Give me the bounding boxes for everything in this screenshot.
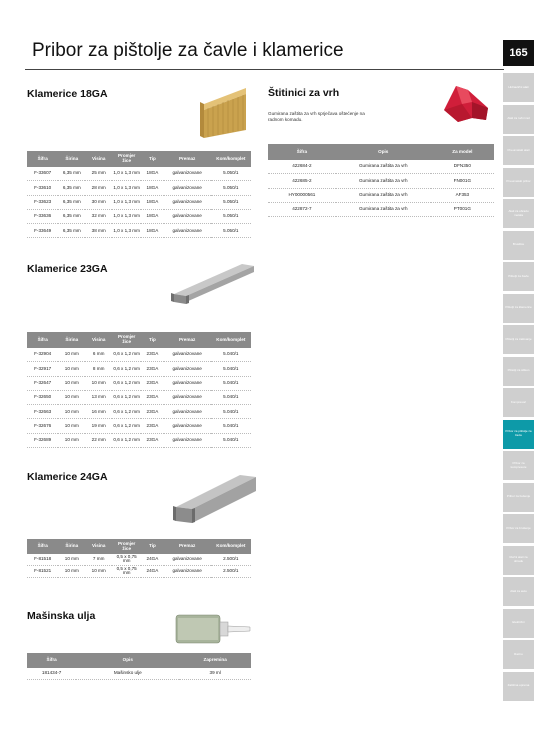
table-cell: Mašinsko ulje: [76, 668, 179, 679]
column-header: Promjer žice: [112, 151, 141, 167]
table-cell: FN001G: [431, 174, 494, 188]
table-cell: 10 mm: [58, 419, 85, 433]
oil-bottle-image: [174, 612, 254, 646]
column-header: Opis: [336, 144, 431, 160]
column-header: Promjer žice: [112, 332, 141, 348]
table-cell: 10 mm: [85, 565, 112, 577]
table-cell: F-32663: [27, 405, 58, 419]
table-cell: 5.050/1: [211, 167, 251, 181]
table-cell: galvanizovane: [164, 565, 211, 577]
table-row: [27, 167, 251, 181]
table-cell: 1,0 x 1,3 mm: [112, 224, 141, 238]
table-cell: 5.040/1: [211, 433, 251, 447]
table-row: [27, 390, 251, 404]
table-cell: galvanizovane: [164, 433, 211, 447]
table-cell: galvanizovane: [164, 390, 211, 404]
table-cell: 5.040/1: [211, 348, 251, 362]
table-cell: 19 mm: [85, 419, 112, 433]
table-cell: 0,6 x 1,2 mm: [112, 348, 141, 362]
table-cell: 23GA: [141, 419, 163, 433]
chapter-tab[interactable]: Pribor za kompresore: [503, 451, 534, 480]
table-cell: AF353: [431, 188, 494, 202]
staples-18ga-image: [196, 80, 254, 142]
chapter-tab[interactable]: Pištolji za zakivanje: [503, 325, 534, 354]
table-cell: 18GA: [141, 224, 163, 238]
table-cell: 422872-7: [268, 202, 336, 216]
column-header: Šifra: [27, 539, 58, 554]
chapter-tabs: [503, 73, 534, 703]
table-row: [27, 433, 251, 447]
column-header: Širina: [58, 332, 85, 348]
table-cell: galvanizovane: [164, 554, 211, 565]
table-row: [27, 362, 251, 376]
table-cell: F-33623: [27, 195, 58, 209]
chapter-tab[interactable]: Alati za obradu metala: [503, 199, 534, 228]
table-row: [268, 160, 494, 174]
page-title: Pribor za pištolje za čavle i klamerice: [32, 40, 344, 61]
table-cell: PT001G: [431, 202, 494, 216]
table-cell: 38 mm: [85, 224, 112, 238]
table-cell: Gumirana zaštita za vrh: [336, 202, 431, 216]
column-header: Promjer žice: [112, 539, 141, 554]
table-cell: 0,6 x 1,2 mm: [112, 362, 141, 376]
column-header: Zapremina: [179, 653, 251, 668]
table-cell: galvanizovane: [164, 224, 211, 238]
table-oil: [27, 653, 251, 680]
table-cell: 16 mm: [85, 405, 112, 419]
table-cell: galvanizovane: [164, 348, 211, 362]
chapter-tab[interactable]: Hidraulični alati: [503, 73, 534, 102]
table-cell: 23GA: [141, 348, 163, 362]
page-number: 165: [503, 40, 534, 66]
table-cell: 5.040/1: [211, 390, 251, 404]
table-row: [27, 195, 251, 209]
column-header: Za model: [431, 144, 494, 160]
table-cell: F-81518: [27, 554, 58, 565]
table-cell: 25 mm: [85, 167, 112, 181]
table-row: [27, 668, 251, 679]
table-cell: 6,35 mm: [58, 167, 85, 181]
table-cell: 10 mm: [58, 362, 85, 376]
column-header: Širina: [58, 151, 85, 167]
table-row: [268, 174, 494, 188]
table-cell: 23GA: [141, 405, 163, 419]
column-header: Kom/komplet: [211, 332, 251, 348]
table-cell: 22 mm: [85, 433, 112, 447]
table-cell: Gumirana zaštita za vrh: [336, 188, 431, 202]
table-cell: 6,35 mm: [58, 224, 85, 238]
table-cell: galvanizovane: [164, 195, 211, 209]
table-cell: 2.500/1: [211, 554, 251, 565]
column-header: Visina: [85, 332, 112, 348]
table-cell: 13 mm: [85, 390, 112, 404]
table-cell: F-33636: [27, 209, 58, 223]
table-cell: F-81521: [27, 565, 58, 577]
table-cell: 5.040/1: [211, 376, 251, 390]
section-title-shields: Štitinici za vrh: [268, 87, 340, 99]
chapter-tab[interactable]: Pištolji za silikon: [503, 357, 534, 386]
column-header: Šifra: [27, 332, 58, 348]
table-cell: F-32917: [27, 362, 58, 376]
table-cell: 1,0 x 1,3 mm: [112, 195, 141, 209]
table-cell: galvanizovane: [164, 376, 211, 390]
table-row: [27, 348, 251, 362]
column-header: Kom/komplet: [211, 539, 251, 554]
table-cell: F-32650: [27, 390, 58, 404]
table-cell: 7 mm: [85, 554, 112, 565]
table-23ga: [27, 332, 251, 448]
table-cell: 18GA: [141, 167, 163, 181]
table-cell: galvanizovane: [164, 362, 211, 376]
section-title-23ga: Klamerice 23GA: [27, 263, 108, 275]
section-title-oil: Mašinska ulja: [27, 610, 96, 622]
chapter-tab[interactable]: Pištolji za klamerice: [503, 294, 534, 323]
table-cell: 5.050/1: [211, 195, 251, 209]
chapter-tab[interactable]: Kompresori: [503, 388, 534, 417]
table-cell: F-33610: [27, 181, 58, 195]
table-cell: 6,35 mm: [58, 209, 85, 223]
table-cell: galvanizovane: [164, 405, 211, 419]
chapter-tab[interactable]: Pištolji za čavle: [503, 262, 534, 291]
table-row: [27, 405, 251, 419]
table-cell: F-32647: [27, 376, 58, 390]
table-cell: 23GA: [141, 433, 163, 447]
staples-23ga-image: [168, 258, 258, 308]
chapter-tab[interactable]: Električni: [503, 609, 534, 638]
table-cell: galvanizovane: [164, 419, 211, 433]
chapter-tab[interactable]: Razno: [503, 640, 534, 669]
table-cell: 24GA: [141, 565, 163, 577]
table-cell: 10 mm: [58, 348, 85, 362]
section-title-18ga: Klamerice 18GA: [27, 88, 108, 100]
table-cell: 0,6 x 1,2 mm: [112, 405, 141, 419]
table-cell: 6 mm: [85, 348, 112, 362]
chapter-tab[interactable]: Pribor za brušenje: [503, 514, 534, 543]
table-cell: 1,0 x 1,3 mm: [112, 167, 141, 181]
table-row: [268, 188, 494, 202]
nose-guard-image: [438, 80, 494, 126]
table-cell: 32 mm: [85, 209, 112, 223]
column-header: Tip: [141, 539, 163, 554]
table-cell: F-33649: [27, 224, 58, 238]
table-cell: 10 mm: [58, 554, 85, 565]
table-row: [27, 181, 251, 195]
table-row: [27, 209, 251, 223]
chapter-tab[interactable]: Pribor za pištolje za čavle: [503, 420, 534, 449]
table-cell: Gumirana zaštita za vrh: [336, 160, 431, 174]
table-cell: F-32904: [27, 348, 58, 362]
table-cell: 422684-2: [268, 160, 336, 174]
table-18ga: [27, 151, 251, 238]
table-cell: F-32676: [27, 419, 58, 433]
shields-note: Gumirana zaštita za vrh sprječava oštećenje na radnom komadu.: [268, 111, 365, 122]
table-cell: F-32689: [27, 433, 58, 447]
table-cell: 23GA: [141, 362, 163, 376]
chapter-tab[interactable]: Zaštitna oprema: [503, 672, 534, 701]
table-cell: 18GA: [141, 195, 163, 209]
table-cell: 5.050/1: [211, 209, 251, 223]
table-24ga: [27, 539, 251, 578]
table-cell: galvanizovane: [164, 167, 211, 181]
table-cell: 422685-2: [268, 174, 336, 188]
table-cell: 0,5 x 0,75 mm: [112, 565, 141, 577]
staples-24ga-image: [170, 465, 260, 527]
column-header: Tip: [141, 151, 163, 167]
table-cell: 24GA: [141, 554, 163, 565]
chapter-tab[interactable]: Alati za ručni rad: [503, 105, 534, 134]
table-cell: 8 mm: [85, 362, 112, 376]
table-cell: 5.040/1: [211, 405, 251, 419]
table-cell: 0,6 x 1,2 mm: [112, 433, 141, 447]
table-cell: DFN350: [431, 160, 494, 174]
table-cell: 23GA: [141, 390, 163, 404]
table-cell: 28 mm: [85, 181, 112, 195]
table-cell: 10 mm: [58, 376, 85, 390]
title-rule: [25, 69, 504, 70]
table-cell: 10 mm: [58, 390, 85, 404]
column-header: Tip: [141, 332, 163, 348]
table-cell: 0,5 x 0,75 mm: [112, 554, 141, 565]
table-cell: HY00000561: [268, 188, 336, 202]
table-cell: 10 mm: [58, 433, 85, 447]
column-header: Šifra: [27, 151, 58, 167]
table-cell: 39 ml: [179, 668, 251, 679]
chapter-tab[interactable]: Pneumatski alati: [503, 136, 534, 165]
column-header: Premaz: [164, 151, 211, 167]
table-cell: 30 mm: [85, 195, 112, 209]
table-row: [27, 554, 251, 565]
table-cell: 18GA: [141, 181, 163, 195]
table-cell: 1,0 x 1,3 mm: [112, 209, 141, 223]
column-header: Kom/komplet: [211, 151, 251, 167]
table-cell: galvanizovane: [164, 209, 211, 223]
table-cell: 0,6 x 1,2 mm: [112, 390, 141, 404]
table-cell: F-33607: [27, 167, 58, 181]
chapter-tab[interactable]: Pribor za bušenje: [503, 483, 534, 512]
table-cell: 18GA: [141, 209, 163, 223]
chapter-tab[interactable]: Ručni alati za obradu: [503, 546, 534, 575]
table-cell: 5.050/1: [211, 181, 251, 195]
table-cell: galvanizovane: [164, 181, 211, 195]
section-title-24ga: Klamerice 24GA: [27, 471, 108, 483]
column-header: Premaz: [164, 539, 211, 554]
table-cell: 2.500/1: [211, 565, 251, 577]
table-row: [27, 565, 251, 577]
chapter-tab[interactable]: Pneumatski pribor: [503, 168, 534, 197]
column-header: Premaz: [164, 332, 211, 348]
table-row: [27, 419, 251, 433]
column-header: Visina: [85, 539, 112, 554]
chapter-tab[interactable]: Brusilice: [503, 231, 534, 260]
table-cell: 10 mm: [58, 565, 85, 577]
table-cell: 0,6 x 1,2 mm: [112, 419, 141, 433]
table-cell: 5.050/1: [211, 224, 251, 238]
column-header: Opis: [76, 653, 179, 668]
column-header: Šifra: [268, 144, 336, 160]
table-cell: 0,6 x 1,2 mm: [112, 376, 141, 390]
table-cell: Gumirana zaštita za vrh: [336, 174, 431, 188]
table-shields: [268, 144, 494, 217]
table-cell: 10 mm: [85, 376, 112, 390]
column-header: Visina: [85, 151, 112, 167]
table-cell: 5.040/1: [211, 419, 251, 433]
table-cell: 23GA: [141, 376, 163, 390]
chapter-tab[interactable]: Alati za auto: [503, 577, 534, 606]
table-row: [27, 376, 251, 390]
table-cell: 6,35 mm: [58, 195, 85, 209]
table-row: [27, 224, 251, 238]
table-cell: 10 mm: [58, 405, 85, 419]
table-row: [268, 202, 494, 216]
column-header: Šifra: [27, 653, 76, 668]
table-cell: 181434-7: [27, 668, 76, 679]
table-cell: 1,0 x 1,3 mm: [112, 181, 141, 195]
table-cell: 5.040/1: [211, 362, 251, 376]
column-header: Širina: [58, 539, 85, 554]
table-cell: 6,35 mm: [58, 181, 85, 195]
